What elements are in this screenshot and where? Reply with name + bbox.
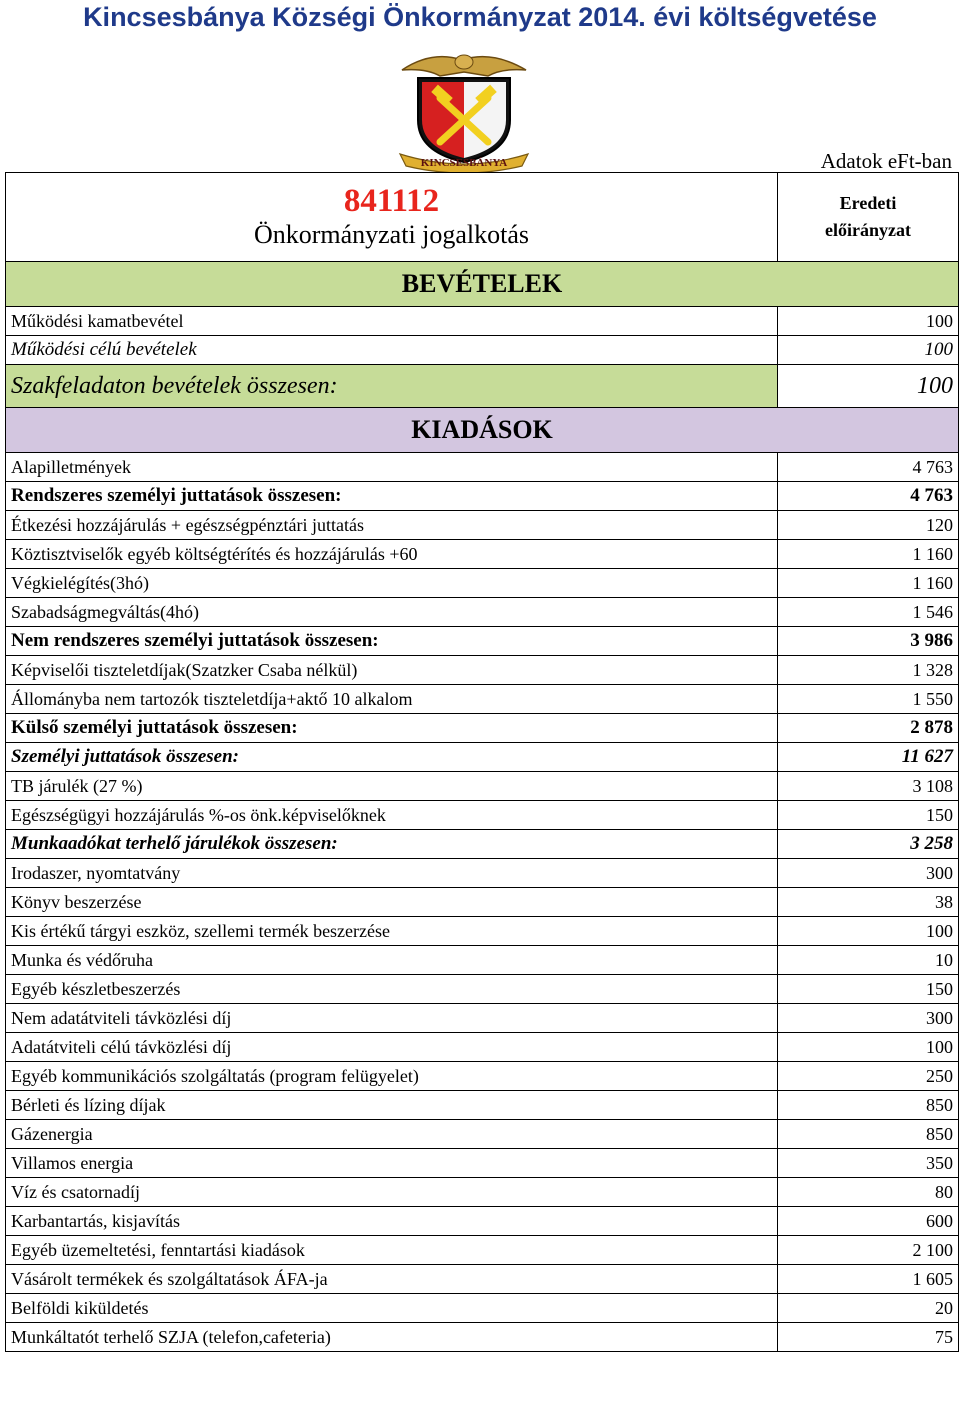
table-row [6,714,959,743]
column-header [778,173,959,262]
row-label: Képviselői tiszteletdíjak(Szatzker Csaba nélkül) [6,656,778,685]
table-row [6,1062,959,1091]
row-value: 1 160 [778,569,959,598]
row-label: Egyéb készletbeszerzés [6,975,778,1004]
row-value: 150 [778,975,959,1004]
table-row [6,1294,959,1323]
row-label: Munkaadókat terhelő járulékok összesen: [6,830,778,859]
table-row [6,685,959,714]
row-value: 150 [778,801,959,830]
column-header-line2: előirányzat [825,220,911,240]
crest-ribbon-text: KINCSESBÁNYA [420,157,508,169]
row-value: 20 [778,1294,959,1323]
row-label: Adatátviteli célú távközlési díj [6,1033,778,1062]
income-total-value: 100 [778,365,959,408]
row-value: 10 [778,946,959,975]
row-value: 100 [778,917,959,946]
row-value: 4 763 [778,482,959,511]
row-value: 2 100 [778,1236,959,1265]
row-label: Gázenergia [6,1120,778,1149]
row-value: 600 [778,1207,959,1236]
row-label: Nem adatátviteli távközlési díj [6,1004,778,1033]
income-section-title: BEVÉTELEK [6,262,959,307]
row-label: Végkielégítés(3hó) [6,569,778,598]
row-label: Működési célú bevételek [6,336,778,365]
table-row [6,830,959,859]
table-row [6,1149,959,1178]
row-value: 80 [778,1178,959,1207]
header-row [6,173,959,262]
column-header-line1: Eredeti [839,193,897,213]
row-value: 3 986 [778,627,959,656]
table-row [6,1091,959,1120]
row-value: 11 627 [778,743,959,772]
row-value: 100 [778,307,959,336]
row-value: 3 258 [778,830,959,859]
row-label: Személyi juttatások összesen: [6,743,778,772]
row-label: Működési kamatbevétel [6,307,778,336]
municipal-crest-logo [392,42,536,172]
table-row [6,656,959,685]
row-value: 1 550 [778,685,959,714]
row-value: 850 [778,1120,959,1149]
table-row [6,598,959,627]
row-value: 300 [778,859,959,888]
row-label: Étkezési hozzájárulás + egészségpénztári juttatás [6,511,778,540]
row-value: 38 [778,888,959,917]
row-label: Bérleti és lízing díjak [6,1091,778,1120]
row-label: Állományba nem tartozók tiszteletdíja+aktő 10 alkalom [6,685,778,714]
table-row [6,482,959,511]
expense-section-row [6,408,959,453]
table-row [6,859,959,888]
row-value: 1 160 [778,540,959,569]
row-label: Villamos energia [6,1149,778,1178]
table-row [6,569,959,598]
table-row [6,1265,959,1294]
table-row [6,1033,959,1062]
table-row [6,975,959,1004]
unit-note: Adatok eFt-ban [820,149,952,173]
row-label: Egyéb kommunikációs szolgáltatás (program felügyelet) [6,1062,778,1091]
table-row [6,946,959,975]
expense-section-title: KIADÁSOK [6,408,959,453]
table-row [6,540,959,569]
row-value: 1 605 [778,1265,959,1294]
function-name: Önkormányzati jogalkotás [253,220,530,249]
table-row [6,917,959,946]
row-value: 3 108 [778,772,959,801]
row-label: Kis értékű tárgyi eszköz, szellemi termék beszerzése [6,917,778,946]
row-label: Köztisztviselők egyéb költségtérítés és hozzájárulás +60 [6,540,778,569]
row-label: Irodaszer, nyomtatvány [6,859,778,888]
row-label: Könyv beszerzése [6,888,778,917]
row-label: Külső személyi juttatások összesen: [6,714,778,743]
row-value: 300 [778,1004,959,1033]
page-title: Kincsesbánya Községi Önkormányzat 2014. évi költségvetése [83,2,877,32]
table-row [6,1236,959,1265]
table-row [6,743,959,772]
table-row [6,1323,959,1352]
row-value: 250 [778,1062,959,1091]
table-row [6,511,959,540]
row-value: 100 [778,336,959,365]
table-row [6,1120,959,1149]
row-label: Egészségügyi hozzájárulás %-os önk.képviselőknek [6,801,778,830]
row-value: 350 [778,1149,959,1178]
row-label: Alapilletmények [6,453,778,482]
row-label: Vásárolt termékek és szolgáltatások ÁFA-ja [6,1265,778,1294]
row-label: Munka és védőruha [6,946,778,975]
table-row [6,1004,959,1033]
table-row [6,772,959,801]
table-row [6,627,959,656]
table-row [6,307,959,336]
function-code: 841112 [343,183,440,219]
income-section-row [6,262,959,307]
table-row [6,1178,959,1207]
row-label: Nem rendszeres személyi juttatások összesen: [6,627,778,656]
row-label: Víz és csatornadíj [6,1178,778,1207]
row-value: 75 [778,1323,959,1352]
function-header [6,173,778,262]
row-value: 120 [778,511,959,540]
table-row [6,1207,959,1236]
row-value: 4 763 [778,453,959,482]
row-value: 2 878 [778,714,959,743]
row-value: 1 546 [778,598,959,627]
table-row [6,888,959,917]
row-label: Rendszeres személyi juttatások összesen: [6,482,778,511]
income-total-label: Szakfeladaton bevételek összesen: [6,365,778,408]
row-value: 850 [778,1091,959,1120]
row-value: 1 328 [778,656,959,685]
row-label: Szabadságmegváltás(4hó) [6,598,778,627]
table-row [6,336,959,365]
table-row [6,453,959,482]
row-value: 100 [778,1033,959,1062]
table-row [6,801,959,830]
budget-table [5,172,959,1352]
row-label: Belföldi kiküldetés [6,1294,778,1323]
row-label: Egyéb üzemeltetési, fenntartási kiadások [6,1236,778,1265]
row-label: Karbantartás, kisjavítás [6,1207,778,1236]
income-total-row [6,365,959,408]
row-label: TB járulék (27 %) [6,772,778,801]
row-label: Munkáltatót terhelő SZJA (telefon,cafeteria) [6,1323,778,1352]
